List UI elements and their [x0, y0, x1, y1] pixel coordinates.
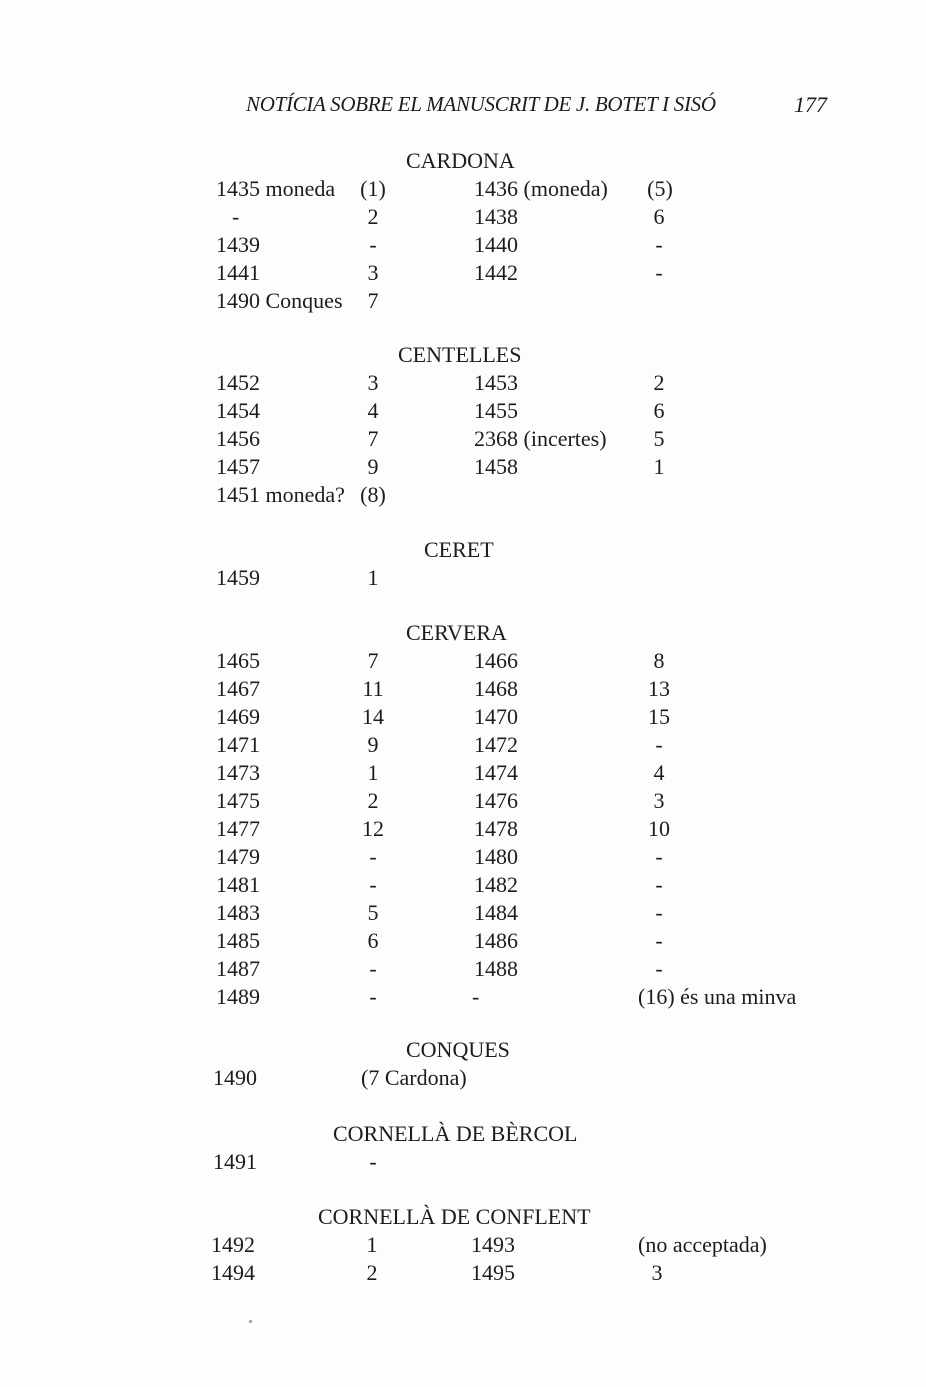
cell: 5: [367, 900, 379, 925]
cell: 11: [362, 676, 384, 701]
section-title: CONQUES: [406, 1037, 510, 1062]
cell: 1482: [474, 872, 518, 897]
cell: 1487: [216, 956, 260, 981]
cell: 2: [366, 1260, 378, 1285]
cell: 1457: [216, 454, 260, 479]
cell: 1465: [216, 648, 260, 673]
table-row: [0, 872, 926, 900]
cell: 1436 (moneda): [474, 176, 608, 201]
cell: (no acceptada): [638, 1232, 767, 1257]
cell: -: [369, 872, 377, 897]
table-row: [0, 176, 926, 204]
table-row: [0, 454, 926, 482]
table-row: [0, 232, 926, 260]
table-row: [0, 204, 926, 232]
cell: -: [369, 956, 377, 981]
cell: 3: [367, 260, 379, 285]
table-row: [0, 816, 926, 844]
cell: -: [655, 956, 663, 981]
cell: 1477: [216, 816, 260, 841]
cell: 1491: [213, 1149, 257, 1174]
cell: 1483: [216, 900, 260, 925]
cell: 13: [648, 676, 670, 701]
cell: 1458: [474, 454, 518, 479]
cell: 1492: [211, 1232, 255, 1257]
cell: 1467: [216, 676, 260, 701]
cell: 10: [648, 816, 670, 841]
cell: 1480: [474, 844, 518, 869]
cell: 1442: [474, 260, 518, 285]
table-row: [0, 732, 926, 760]
cell: 1451 moneda?: [216, 482, 345, 507]
cell: (1): [360, 176, 386, 201]
cell: 12: [362, 816, 384, 841]
cell: -: [472, 984, 480, 1009]
table-row: [0, 1065, 926, 1093]
cell: 7: [367, 648, 379, 673]
cell: 1489: [216, 984, 260, 1009]
cell: 1: [367, 565, 379, 590]
cell: -: [655, 732, 663, 757]
cell: 1474: [474, 760, 518, 785]
table-row: [0, 956, 926, 984]
section-title: CERET: [424, 537, 494, 562]
cell: 1459: [216, 565, 260, 590]
cell: (7 Cardona): [361, 1065, 467, 1090]
cell: 15: [648, 704, 670, 729]
section-title: CERVERA: [406, 620, 507, 645]
cell: 3: [651, 1260, 663, 1285]
cell: 1473: [216, 760, 260, 785]
cell: 6: [653, 204, 665, 229]
cell: 1485: [216, 928, 260, 953]
table-row: [0, 370, 926, 398]
table-row: [0, 1260, 926, 1288]
cell: 1441: [216, 260, 260, 285]
cell: 5: [653, 426, 665, 451]
table-row: [0, 288, 926, 316]
cell: 1471: [216, 732, 260, 757]
page-number: 177: [794, 92, 827, 117]
table-row: [0, 482, 926, 510]
running-title: NOTÍCIA SOBRE EL MANUSCRIT DE J. BOTET I SISÓ: [246, 92, 716, 116]
cell: 4: [653, 760, 665, 785]
cell: 1438: [474, 204, 518, 229]
table-row: [0, 426, 926, 454]
cell: 1478: [474, 816, 518, 841]
table-row: [0, 260, 926, 288]
cell: -: [655, 900, 663, 925]
cell: 9: [367, 732, 379, 757]
cell: 1455: [474, 398, 518, 423]
table-row: [0, 565, 926, 593]
table-row: [0, 704, 926, 732]
table-row: [0, 676, 926, 704]
table-row: [0, 928, 926, 956]
cell: 1479: [216, 844, 260, 869]
cell: 2368 (incertes): [474, 426, 607, 451]
table-row: [0, 844, 926, 872]
cell: (8): [360, 482, 386, 507]
cell: 1456: [216, 426, 260, 451]
table-row: [0, 900, 926, 928]
cell: 7: [367, 426, 379, 451]
cell: 1470: [474, 704, 518, 729]
cell: -: [369, 984, 377, 1009]
cell: 3: [367, 370, 379, 395]
section-title: CORNELLÀ DE BÈRCOL: [333, 1121, 578, 1146]
cell: (5): [647, 176, 673, 201]
cell: 4: [367, 398, 379, 423]
cell: 1476: [474, 788, 518, 813]
cell: 6: [367, 928, 379, 953]
table-row: [0, 760, 926, 788]
cell: 1475: [216, 788, 260, 813]
cell: 1484: [474, 900, 518, 925]
cell: (16) és una minva: [638, 984, 797, 1009]
cell: 8: [653, 648, 665, 673]
cell: 1493: [471, 1232, 515, 1257]
cell: -: [369, 232, 377, 257]
cell: 1454: [216, 398, 260, 423]
cell: -: [655, 232, 663, 257]
table-row: [0, 984, 926, 1012]
cell: 2: [367, 204, 379, 229]
cell: 1490 Conques: [216, 288, 343, 313]
section-title: CENTELLES: [398, 342, 522, 367]
print-speck: [249, 1320, 252, 1323]
cell: 3: [653, 788, 665, 813]
cell: 1466: [474, 648, 518, 673]
cell: -: [655, 260, 663, 285]
cell: -: [369, 844, 377, 869]
cell: 7: [367, 288, 379, 313]
cell: -: [655, 872, 663, 897]
cell: 1: [366, 1232, 378, 1257]
section-title: CARDONA: [406, 148, 515, 173]
cell: 1469: [216, 704, 260, 729]
cell: 1495: [471, 1260, 515, 1285]
cell: 9: [367, 454, 379, 479]
cell: -: [655, 928, 663, 953]
cell: 1452: [216, 370, 260, 395]
section-title: CORNELLÀ DE CONFLENT: [318, 1204, 591, 1229]
table-row: [0, 1232, 926, 1260]
table-row: [0, 398, 926, 426]
cell: 1490: [213, 1065, 257, 1090]
cell: 14: [362, 704, 384, 729]
cell: 6: [653, 398, 665, 423]
cell: 1440: [474, 232, 518, 257]
cell: 1468: [474, 676, 518, 701]
cell: -: [369, 1149, 377, 1174]
cell: 1: [367, 760, 379, 785]
cell: 1481: [216, 872, 260, 897]
page-header: [0, 92, 926, 124]
table-row: [0, 1149, 926, 1177]
cell: -: [655, 844, 663, 869]
cell: 1494: [211, 1260, 255, 1285]
cell: 2: [653, 370, 665, 395]
cell: 1439: [216, 232, 260, 257]
table-row: [0, 648, 926, 676]
cell: 1472: [474, 732, 518, 757]
cell: -: [232, 204, 240, 229]
cell: 1486: [474, 928, 518, 953]
cell: 2: [367, 788, 379, 813]
cell: 1: [653, 454, 665, 479]
cell: 1435 moneda: [216, 176, 336, 201]
cell: 1453: [474, 370, 518, 395]
table-row: [0, 788, 926, 816]
cell: 1488: [474, 956, 518, 981]
